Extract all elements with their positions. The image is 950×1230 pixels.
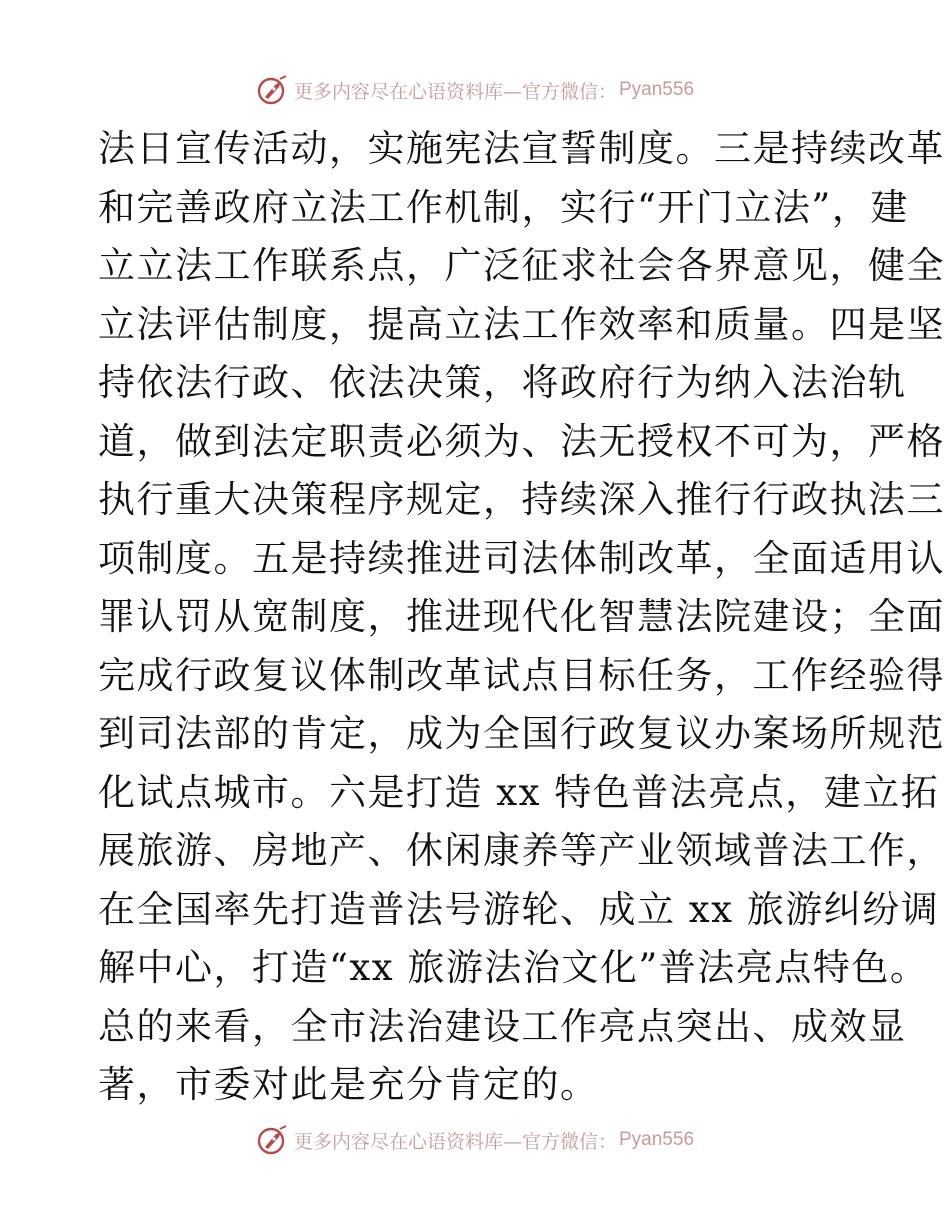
text-line: 化试点城市。六是打造 xx 特色普法亮点，建立拓 <box>98 770 940 814</box>
document-body <box>98 120 945 1115</box>
text-line: 法日宣传活动，实施宪法宣誓制度。三是持续改革 <box>98 127 945 170</box>
text-line: 到司法部的肯定，成为全国行政复议办案场所规范 <box>98 712 945 755</box>
pen-nib-logo-icon <box>256 1123 290 1157</box>
text-line: 完成行政复议体制改革试点目标任务，工作经验得 <box>98 653 945 697</box>
watermark-id: Pyan556 <box>619 79 695 100</box>
text-line: 执行重大决策程序规定，持续深入推行行政执法三 <box>98 478 945 521</box>
text-line: 展旅游、房地产、休闲康养等产业领域普法工作， <box>98 829 945 872</box>
text-line: 解中心，打造“xx 旅游法治文化”普法亮点特色。 <box>98 946 929 989</box>
text-line: 道，做到法定职责必须为、法无授权不可为，严格 <box>98 419 945 463</box>
watermark-id: Pyan556 <box>619 1129 695 1150</box>
text-line: 著，市委对此是充分肯定的。 <box>98 1063 599 1106</box>
text-line: 和完善政府立法工作机制，实行“开门立法”，建 <box>98 185 909 229</box>
text-line: 立法评估制度，提高立法工作效率和质量。四是坚 <box>98 302 945 346</box>
text-line: 罪认罚从宽制度，推进现代化智慧法院建设；全面 <box>98 595 945 638</box>
text-line: 在全国率先打造普法号游轮、成立 xx 旅游纠纷调 <box>98 887 940 931</box>
text-line: 立立法工作联系点，广泛征求社会各界意见，健全 <box>98 244 945 287</box>
header-watermark <box>0 70 950 110</box>
watermark-text: 更多内容尽在心语资料库—官方微信： <box>293 80 617 103</box>
text-line: 持依法行政、依法决策，将政府行为纳入法治轨 <box>98 361 907 404</box>
footer-watermark <box>0 1120 950 1160</box>
watermark-text: 更多内容尽在心语资料库—官方微信： <box>293 1130 617 1153</box>
text-line: 总的来看，全市法治建设工作亮点突出、成效显 <box>98 1004 907 1048</box>
text-line: 项制度。五是持续推进司法体制改革，全面适用认 <box>98 536 945 580</box>
pen-nib-logo-icon <box>256 73 290 107</box>
